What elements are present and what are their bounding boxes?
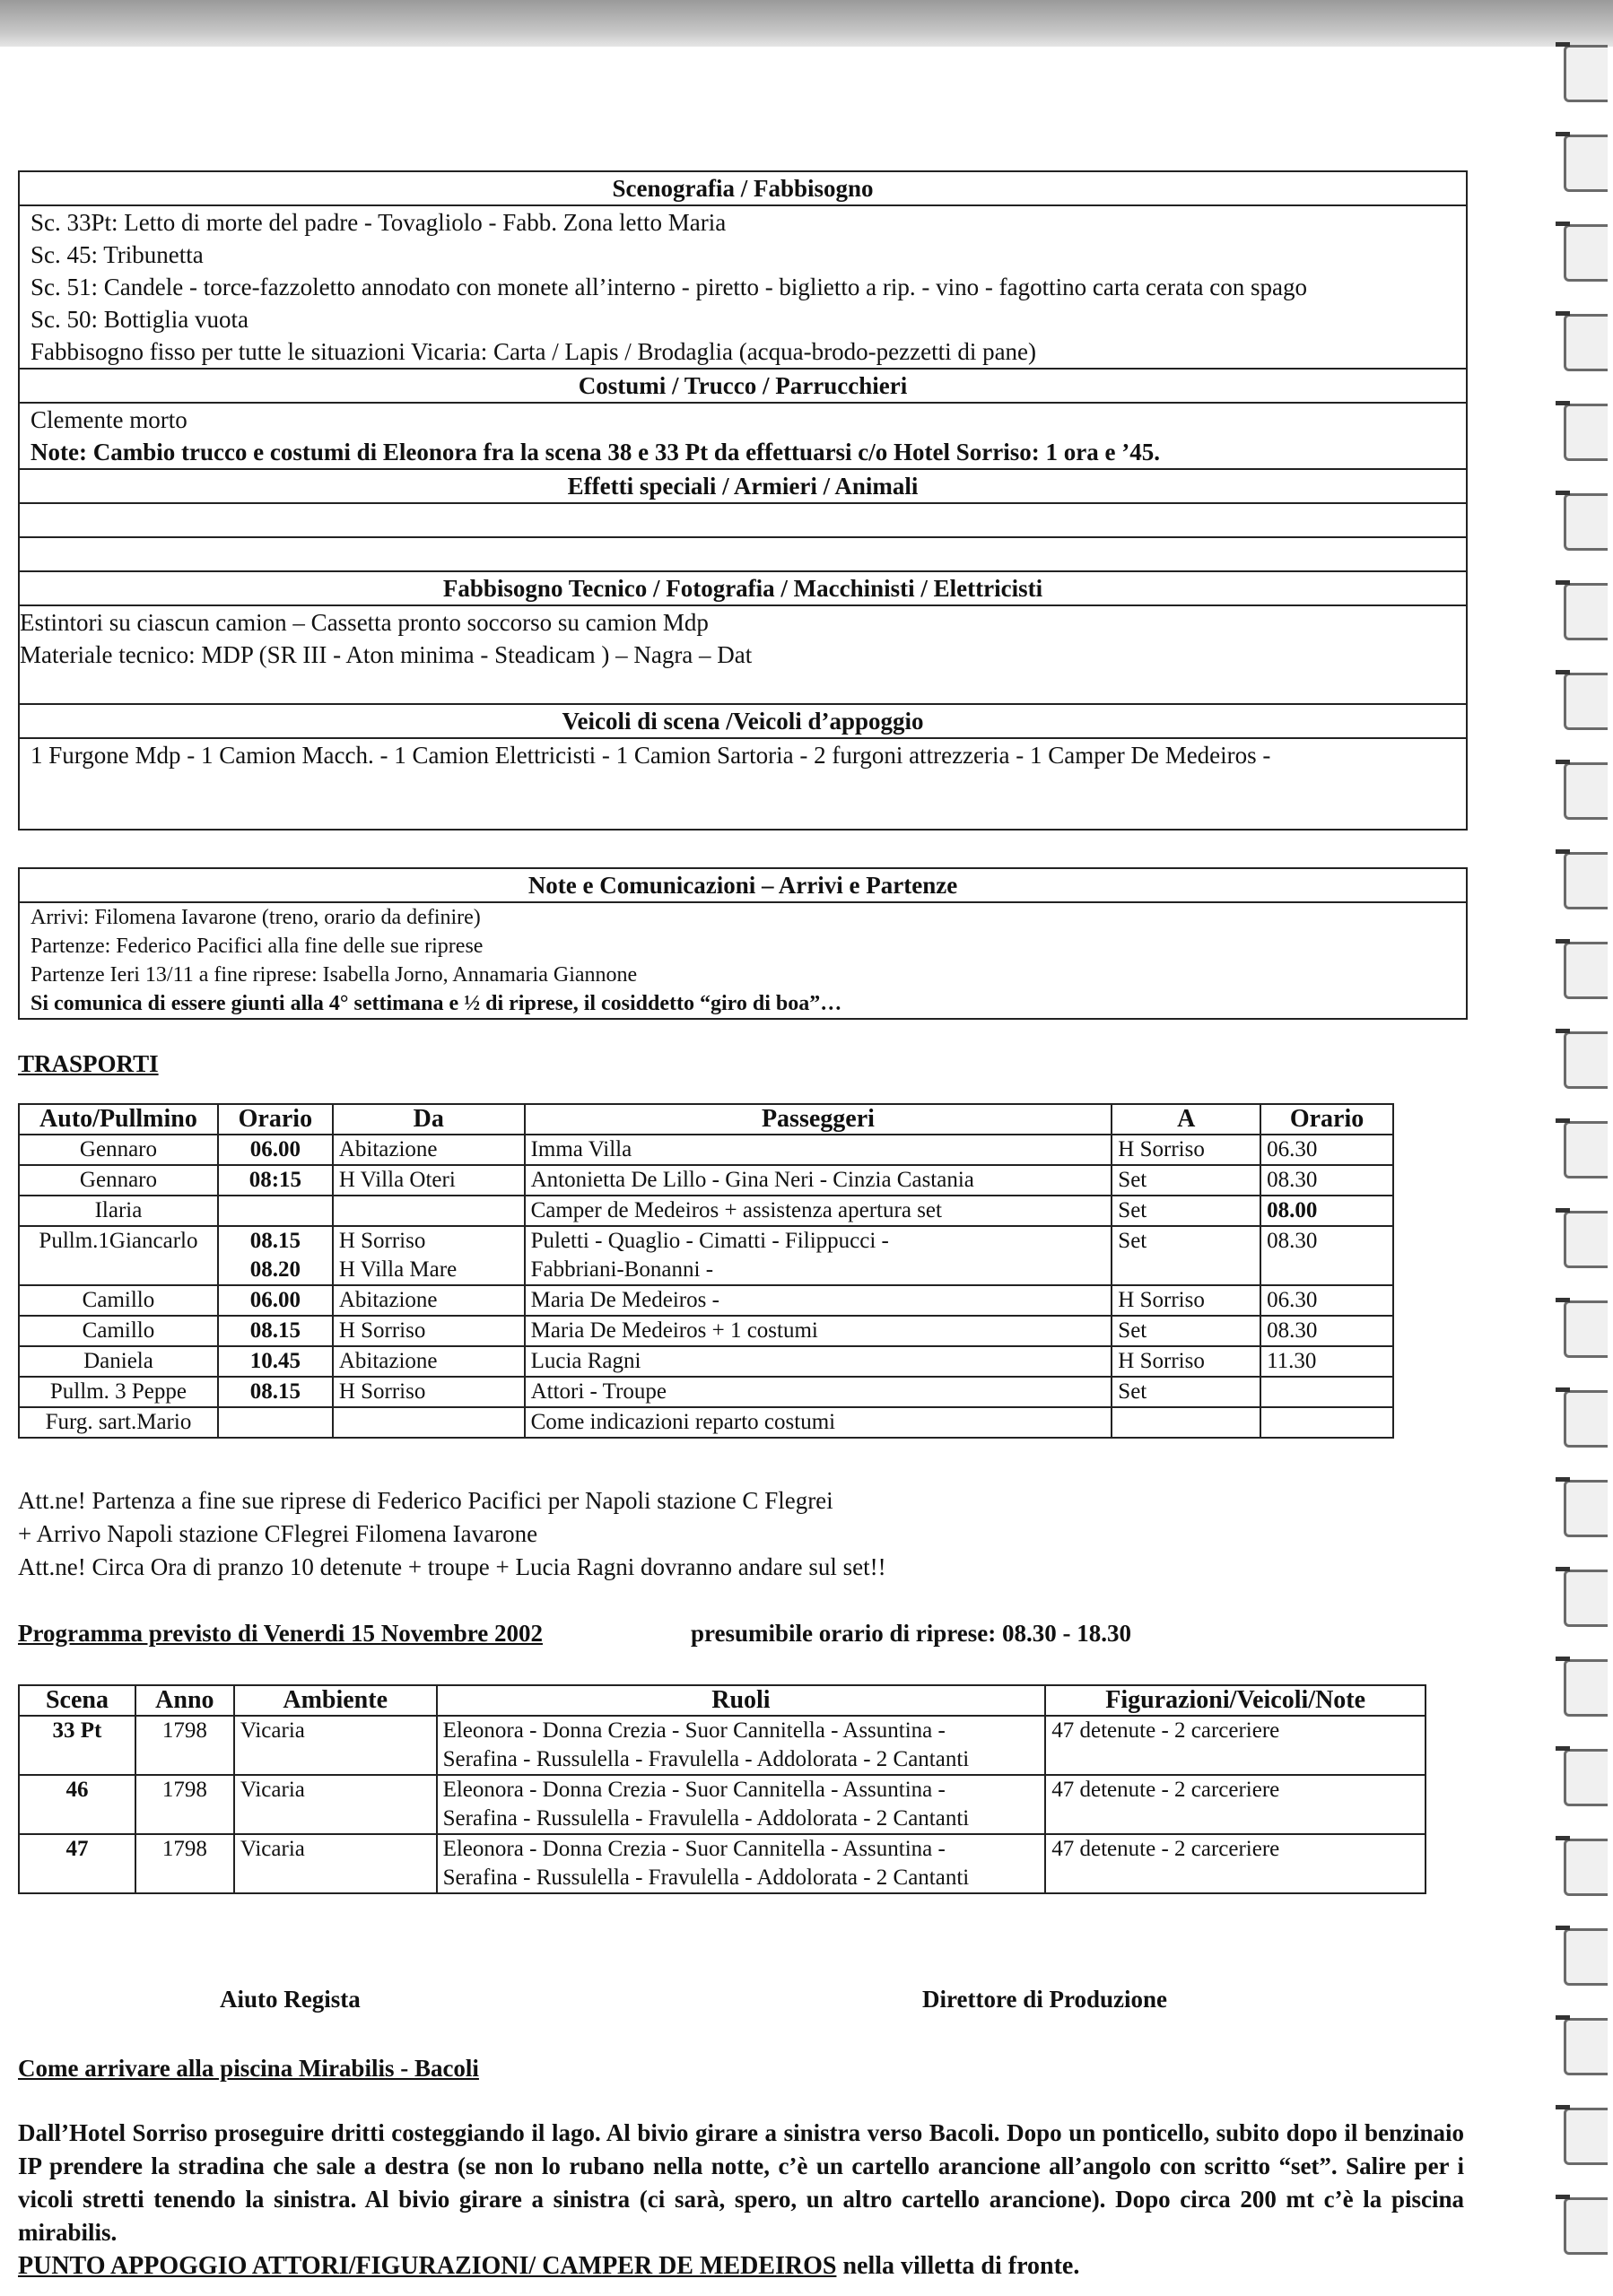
- binding-ring: [1564, 2018, 1608, 2075]
- cell-figurazioni: 47 detenute - 2 carceriere: [1045, 1716, 1426, 1775]
- cell-da: Abitazione: [333, 1346, 525, 1377]
- ruoli-line: Eleonora - Donna Crezia - Suor Cannitella - Assuntina -: [442, 1837, 946, 1861]
- signature-direttore-produzione: Direttore di Produzione: [922, 1986, 1167, 2013]
- binding-ring: [1564, 314, 1608, 371]
- binding-ring: [1564, 1031, 1608, 1089]
- table-row: [19, 1407, 1393, 1438]
- binding-ring: [1564, 1659, 1608, 1717]
- cell-da: Abitazione: [333, 1135, 525, 1165]
- come-arrivare-final: [18, 2249, 1079, 2283]
- cell-orario: 08:15: [218, 1165, 333, 1196]
- binding-ring: [1564, 404, 1608, 461]
- cell-ruoli: [437, 1775, 1046, 1834]
- binding-ring: [1564, 1749, 1608, 1806]
- cell-passeggeri: Maria De Medeiros -: [525, 1285, 1112, 1316]
- ruoli-line: Serafina - Russulella - Fravulella - Addolorata - 2 Cantanti: [442, 1806, 970, 1831]
- come-arrivare-text: Dall’Hotel Sorriso proseguire dritti costeggiando il lago. Al bivio girare a sinistra verso Bacoli. Dopo un ponticello, subito dopo il benzinaio IP prendere la stradina che sale a destra (se non lo rubano nella notte, c’è un cartello arancione all’angolo con scritto “set”. Salire per i vicoli stretti tenendo la sinistra. Al bivio girare a sinistra (ci sarà, spero, un altro cartello arancione). Dopo circa 200 mt c’è la piscina mirabilis.: [18, 2119, 1464, 2246]
- cell-ambiente: Vicaria: [234, 1834, 437, 1893]
- binding-ring: [1564, 583, 1608, 640]
- orario-value: 08.20: [249, 1257, 301, 1282]
- cell-auto: Furg. sart.Mario: [19, 1407, 218, 1438]
- punto-appoggio-label: PUNTO APPOGGIO ATTORI/FIGURAZIONI/ CAMPER DE MEDEIROS: [18, 2252, 837, 2280]
- attne-notes: [18, 1484, 886, 1584]
- da-value: H Sorriso: [338, 1229, 426, 1253]
- cell-orario-arrivo: 11.30: [1260, 1346, 1393, 1377]
- cell-a: H Sorriso: [1112, 1346, 1260, 1377]
- passeggeri-value: Puletti - Quaglio - Cimatti - Filippucci -: [530, 1229, 889, 1253]
- cell-anno: 1798: [135, 1716, 234, 1775]
- table-row: [19, 1226, 1393, 1285]
- col-header: Ruoli: [437, 1685, 1046, 1716]
- da-value: H Villa Mare: [338, 1257, 458, 1282]
- ruoli-line: Serafina - Russulella - Fravulella - Addolorata - 2 Cantanti: [442, 1866, 970, 1890]
- scan-top-shadow: [0, 0, 1613, 47]
- cell-passeggeri: Lucia Ragni: [525, 1346, 1112, 1377]
- table-row: [19, 1834, 1426, 1893]
- note-section: [18, 867, 1468, 1020]
- scenografia-line: Sc. 33Pt: Letto di morte del padre - Tovagliolo - Fabb. Zona letto Maria: [31, 209, 727, 236]
- binding-ring: [1564, 135, 1608, 192]
- col-header: Scena: [19, 1685, 135, 1716]
- costumi-note: Note: Cambio trucco e costumi di Eleonora fra la scena 38 e 33 Pt da effettuarsi c/o Hotel Sorriso: 1 ora e ’45.: [20, 436, 1466, 470]
- cell-orario: [218, 1407, 333, 1438]
- ruoli-line: Eleonora - Donna Crezia - Suor Cannitella - Assuntina -: [442, 1778, 946, 1802]
- cell-auto: Camillo: [19, 1285, 218, 1316]
- cell-figurazioni: 47 detenute - 2 carceriere: [1045, 1834, 1426, 1893]
- table-row: [19, 1196, 1393, 1226]
- binding-ring: [1564, 45, 1608, 102]
- cell-orario-arrivo: 06.30: [1260, 1135, 1393, 1165]
- tecnico-empty-row: [20, 671, 1466, 705]
- programma-orario: presumibile orario di riprese: 08.30 - 18.30: [691, 1620, 1131, 1647]
- cell-auto: Daniela: [19, 1346, 218, 1377]
- cell-ambiente: Vicaria: [234, 1716, 437, 1775]
- col-header: Ambiente: [234, 1685, 437, 1716]
- scenografia-line: Sc. 51: Candele - torce-fazzoletto annodato con monete all’interno - piretto - biglietto a rip. - vino - fagottino carta cerata con spago: [31, 274, 1307, 300]
- binding-ring: [1564, 1211, 1608, 1268]
- cell-orario-arrivo: [1260, 1377, 1393, 1407]
- cell-a: Set: [1112, 1196, 1260, 1226]
- cell-scena: 47: [19, 1834, 135, 1893]
- col-header: Orario: [1260, 1104, 1393, 1135]
- table-row: [19, 1285, 1393, 1316]
- scenografia-line: Sc. 45: Tribunetta: [31, 241, 204, 268]
- cell-auto: Camillo: [19, 1316, 218, 1346]
- come-arrivare-title: Come arrivare alla piscina Mirabilis - Bacoli: [18, 2055, 479, 2082]
- cell-a: H Sorriso: [1112, 1135, 1260, 1165]
- programma-title: Programma previsto di Venerdi 15 Novembre 2002: [18, 1620, 543, 1647]
- binding-ring: [1564, 1839, 1608, 1896]
- costumi-line: Clemente morto: [31, 406, 187, 433]
- cell-da: H Sorriso: [333, 1316, 525, 1346]
- cell-orario: 08.15: [218, 1377, 333, 1407]
- cell-orario: 06.00: [218, 1285, 333, 1316]
- cell-da: [333, 1196, 525, 1226]
- passeggeri-value: Fabbriani-Bonanni -: [530, 1257, 714, 1282]
- binding-ring: [1564, 1480, 1608, 1537]
- cell-scena: 33 Pt: [19, 1716, 135, 1775]
- note-line: Partenze: Federico Pacifici alla fine delle sue riprese: [31, 935, 484, 958]
- cell-auto: Gennaro: [19, 1165, 218, 1196]
- cell-da: [333, 1226, 525, 1285]
- binding-ring: [1564, 762, 1608, 820]
- effetti-empty-row: [20, 538, 1466, 572]
- punto-appoggio-rest: nella villetta di fronte.: [836, 2252, 1080, 2280]
- scenografia-line: Fabbisogno fisso per tutte le situazioni Vicaria: Carta / Lapis / Brodaglia (acqua-brodo-pezzetti di pane): [20, 335, 1466, 370]
- cell-a: Set: [1112, 1316, 1260, 1346]
- cell-passeggeri: Imma Villa: [525, 1135, 1112, 1165]
- table-row: [19, 1135, 1393, 1165]
- tecnico-line: Estintori su ciascun camion – Cassetta pronto soccorso su camion Mdp: [20, 609, 709, 636]
- note-bold-line: Si comunica di essere giunti alla 4° settimana e ½ di riprese, il cosiddetto “giro di boa”…: [31, 992, 842, 1015]
- table-row: [19, 1377, 1393, 1407]
- cell-auto: Ilaria: [19, 1196, 218, 1226]
- binding-ring: [1564, 1390, 1608, 1448]
- cell-da: [333, 1407, 525, 1438]
- col-header: Orario: [218, 1104, 333, 1135]
- cell-ruoli: [437, 1716, 1046, 1775]
- binding-ring: [1564, 224, 1608, 282]
- cell-anno: 1798: [135, 1834, 234, 1893]
- cell-ambiente: Vicaria: [234, 1775, 437, 1834]
- cell-orario: [218, 1196, 333, 1226]
- attne-line: Att.ne! Partenza a fine sue riprese di Federico Pacifici per Napoli stazione C Flegrei: [18, 1487, 833, 1514]
- col-header: Auto/Pullmino: [19, 1104, 218, 1135]
- table-row: [19, 1716, 1426, 1775]
- cell-orario: [218, 1226, 333, 1285]
- col-header: Da: [333, 1104, 525, 1135]
- binding-ring: [1564, 2108, 1608, 2165]
- table-header-row: [19, 1104, 1393, 1135]
- cell-anno: 1798: [135, 1775, 234, 1834]
- cell-passeggeri: Camper de Medeiros + assistenza apertura set: [525, 1196, 1112, 1226]
- cell-a: Set: [1112, 1165, 1260, 1196]
- col-header: Figurazioni/Veicoli/Note: [1045, 1685, 1426, 1716]
- cell-a: Set: [1112, 1377, 1260, 1407]
- cell-orario: 06.00: [218, 1135, 333, 1165]
- scenografia-title: Scenografia / Fabbisogno: [20, 172, 1466, 206]
- cell-orario: 08.15: [218, 1316, 333, 1346]
- cell-da: Abitazione: [333, 1285, 525, 1316]
- col-header: Anno: [135, 1685, 234, 1716]
- effetti-empty-row: [20, 504, 1466, 538]
- cell-orario-arrivo: 08.00: [1260, 1196, 1393, 1226]
- binding-ring: [1564, 942, 1608, 999]
- cell-scena: 46: [19, 1775, 135, 1834]
- cell-passeggeri: Come indicazioni reparto costumi: [525, 1407, 1112, 1438]
- attne-line: Att.ne! Circa Ora di pranzo 10 detenute + troupe + Lucia Ragni dovranno andare sul set!!: [18, 1553, 886, 1580]
- cell-orario-arrivo: 08.30: [1260, 1226, 1393, 1285]
- cell-da: H Villa Oteri: [333, 1165, 525, 1196]
- table-row: [19, 1775, 1426, 1834]
- tecnico-title: Fabbisogno Tecnico / Fotografia / Macchinisti / Elettricisti: [20, 572, 1466, 606]
- col-header: A: [1112, 1104, 1260, 1135]
- cell-a: H Sorriso: [1112, 1285, 1260, 1316]
- effetti-title: Effetti speciali / Armieri / Animali: [20, 470, 1466, 504]
- scenografia-line: Sc. 50: Bottiglia vuota: [31, 306, 248, 333]
- ruoli-line: Serafina - Russulella - Fravulella - Addolorata - 2 Cantanti: [442, 1747, 970, 1771]
- orario-value: 08.15: [249, 1229, 301, 1253]
- binding-ring: [1564, 852, 1608, 909]
- ruoli-line: Eleonora - Donna Crezia - Suor Cannitella - Assuntina -: [442, 1718, 946, 1743]
- table-row: [19, 1165, 1393, 1196]
- veicoli-text: 1 Furgone Mdp - 1 Camion Macch. - 1 Camion Elettricisti - 1 Camion Sartoria - 2 furgoni attrezzeria - 1 Camper De Medeiros -: [31, 742, 1271, 769]
- cell-passeggeri: Antonietta De Lillo - Gina Neri - Cinzia Castania: [525, 1165, 1112, 1196]
- binding-ring: [1564, 1928, 1608, 1986]
- scenografia-section: [18, 170, 1468, 831]
- cell-a: Set: [1112, 1226, 1260, 1285]
- signature-aiuto-regista: Aiuto Regista: [220, 1986, 361, 2013]
- cell-orario: 10.45: [218, 1346, 333, 1377]
- programma-table: [18, 1684, 1426, 1894]
- trasporti-table: [18, 1103, 1394, 1439]
- cell-orario-arrivo: 06.30: [1260, 1285, 1393, 1316]
- cell-auto: Gennaro: [19, 1135, 218, 1165]
- cell-auto: Pullm. 3 Peppe: [19, 1377, 218, 1407]
- binding-ring: [1564, 1121, 1608, 1178]
- cell-a: [1112, 1407, 1260, 1438]
- cell-auto: Pullm.1Giancarlo: [19, 1226, 218, 1285]
- attne-line: + Arrivo Napoli stazione CFlegrei Filomena Iavarone: [18, 1520, 538, 1547]
- table-header-row: [19, 1685, 1426, 1716]
- cell-ruoli: [437, 1834, 1046, 1893]
- spiral-binding: [1543, 36, 1613, 2296]
- table-row: [19, 1346, 1393, 1377]
- binding-ring: [1564, 1570, 1608, 1627]
- binding-ring: [1564, 493, 1608, 551]
- binding-ring: [1564, 2197, 1608, 2255]
- cell-orario-arrivo: [1260, 1407, 1393, 1438]
- cell-orario-arrivo: 08.30: [1260, 1165, 1393, 1196]
- cell-figurazioni: 47 detenute - 2 carceriere: [1045, 1775, 1426, 1834]
- note-line: Arrivi: Filomena Iavarone (treno, orario da definire): [31, 906, 481, 929]
- cell-passeggeri: Attori - Troupe: [525, 1377, 1112, 1407]
- trasporti-heading: TRASPORTI: [18, 1050, 159, 1077]
- tecnico-line: Materiale tecnico: MDP (SR III - Aton minima - Steadicam ) – Nagra – Dat: [20, 641, 753, 668]
- cell-passeggeri: [525, 1226, 1112, 1285]
- veicoli-title: Veicoli di scena /Veicoli d’appoggio: [20, 705, 1466, 739]
- cell-passeggeri: Maria De Medeiros + 1 costumi: [525, 1316, 1112, 1346]
- cell-da: H Sorriso: [333, 1377, 525, 1407]
- cell-orario-arrivo: 08.30: [1260, 1316, 1393, 1346]
- binding-ring: [1564, 673, 1608, 730]
- note-line: Partenze Ieri 13/11 a fine riprese: Isabella Jorno, Annamaria Giannone: [31, 963, 638, 987]
- note-title: Note e Comunicazioni – Arrivi e Partenze: [20, 869, 1466, 903]
- binding-ring: [1564, 1300, 1608, 1358]
- costumi-title: Costumi / Trucco / Parrucchieri: [20, 370, 1466, 404]
- table-row: [19, 1316, 1393, 1346]
- col-header: Passeggeri: [525, 1104, 1112, 1135]
